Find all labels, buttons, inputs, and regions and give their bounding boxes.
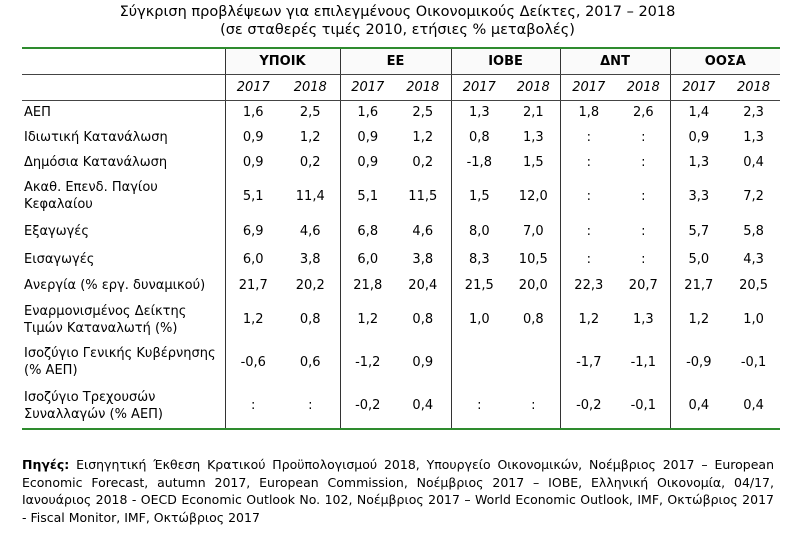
table-cell: 0,8 (412, 312, 434, 327)
title-line-2: (σε σταθερές τιμές 2010, ετήσιες % μεταβολές) (220, 22, 575, 38)
table-cell: 1,4 (670, 100, 727, 125)
table-cell: 11,5 (408, 188, 438, 204)
table-cell: -1,2 (340, 341, 395, 383)
table-cell: : (560, 175, 617, 217)
table-cell: 1,8 (560, 100, 617, 125)
table-cell: -0,6 (225, 341, 281, 383)
table-cell: 7,0 (522, 223, 544, 239)
table-row (22, 175, 780, 217)
table-cell: -1,7 (560, 341, 617, 383)
table-cell: 1,3 (670, 150, 727, 175)
table-cell: 6,8 (340, 217, 395, 245)
table-cell: -1,1 (630, 354, 656, 370)
table-row (22, 341, 780, 383)
table-body (22, 100, 780, 429)
table-cell: 1,0 (743, 312, 764, 327)
table-cell: -1,8 (451, 150, 507, 175)
table-cell: 0,9 (225, 150, 281, 175)
row-label: ΑΕΠ (24, 105, 51, 121)
table-cell: 1,2 (340, 298, 395, 341)
table-cell (507, 341, 560, 383)
table-cell: -0,2 (340, 383, 395, 429)
table-cell: 20,4 (408, 278, 438, 293)
header-corner (22, 48, 225, 74)
row-label: Ιδιωτική Κατανάλωση (24, 130, 168, 145)
row-label: Ισοζύγιο Τρεχουσών Συναλλαγών (% ΑΕΠ) (24, 389, 164, 422)
table-cell: 1,2 (412, 130, 434, 145)
row-label: Δημόσια Κατανάλωση (24, 155, 168, 170)
sources-text: Εισηγητική Έκθεση Κρατικού Προϋπολογισμού 2018, Υπουργείο Οικονομικών, Νοέμβριος 2017 – European Economic Forecast, autumn 2017, European Commission, Νοέμβριος 2017 – ΙΟΒΕ, Ελληνική Οικονομία, 04/17, Ιανουάριος 2018 - OECD Economic Outlook No. 102, Νοέμβριος 2017 – World Economic Outlook, IMF, Οκτώβριος 2017 - Fiscal Monitor, IMF, Οκτώβριος 2017 (22, 457, 774, 525)
group-header: ΥΠΟΙΚ (225, 48, 340, 74)
table-cell: 0,9 (340, 150, 395, 175)
year-header-row (22, 74, 780, 100)
row-label: Εισαγωγές (24, 251, 95, 267)
table-cell: 0,9 (412, 354, 434, 370)
year-header: 2018 (617, 74, 670, 100)
table-cell: : (641, 251, 646, 267)
table-row (22, 383, 780, 429)
table-cell: 5,7 (670, 217, 727, 245)
table-cell: 8,0 (451, 217, 507, 245)
table-cell: 20,5 (739, 278, 769, 293)
year-header: 2017 (340, 74, 395, 100)
table-cell: 5,0 (670, 245, 727, 273)
table-cell: 20,2 (295, 278, 325, 293)
year-header: 2018 (281, 74, 340, 100)
table-row (22, 273, 780, 298)
title-line-1: Σύγκριση προβλέψεων για επιλεγμένους Οικονομικούς Δείκτες, 2017 – 2018 (119, 4, 676, 20)
row-label: Εξαγωγές (24, 223, 89, 239)
group-header-row (22, 48, 780, 74)
group-header: ΙΟΒΕ (451, 48, 560, 74)
table-cell: 5,1 (340, 175, 395, 217)
table-cell: 3,8 (412, 251, 434, 267)
table-cell: 8,3 (451, 245, 507, 273)
table-cell: : (225, 383, 281, 429)
table-cell: : (451, 383, 507, 429)
group-header: ΟΟΣΑ (670, 48, 780, 74)
table-cell: 0,4 (412, 398, 434, 413)
year-header: 2017 (451, 74, 507, 100)
table-cell: -0,1 (740, 354, 767, 370)
table-title (0, 0, 795, 39)
table-cell: 0,8 (299, 312, 321, 327)
table-cell: 1,2 (560, 298, 617, 341)
year-header: 2018 (507, 74, 560, 100)
table-cell: 2,5 (299, 105, 321, 121)
table-cell: 1,0 (451, 298, 507, 341)
table-cell: 4,6 (299, 223, 321, 239)
table-cell: 1,2 (299, 130, 321, 145)
table-cell: 0,9 (225, 125, 281, 150)
table-cell: 1,3 (743, 130, 764, 145)
table-row (22, 150, 780, 175)
table-cell: 2,3 (743, 105, 764, 121)
sources-note (22, 456, 774, 526)
row-label: Ισοζύγιο Γενικής Κυβέρνησης (% ΑΕΠ) (24, 346, 216, 378)
table-cell: 1,2 (670, 298, 727, 341)
table-cell: 0,8 (522, 312, 544, 327)
sources-label: Πηγές: (22, 457, 70, 472)
table-cell: 6,9 (225, 217, 281, 245)
year-corner (22, 74, 225, 100)
table-cell: 0,4 (670, 383, 727, 429)
table-cell (451, 341, 507, 383)
table-cell: 0,4 (743, 155, 764, 170)
table-cell: 1,3 (451, 100, 507, 125)
table-cell: : (308, 398, 313, 413)
year-header: 2017 (560, 74, 617, 100)
table-cell: 6,0 (225, 245, 281, 273)
table-row (22, 217, 780, 245)
table-cell: 21,8 (340, 273, 395, 298)
table-cell: 0,4 (743, 398, 764, 413)
table-cell: : (531, 398, 536, 413)
year-header: 2017 (670, 74, 727, 100)
row-label: Ακαθ. Επενδ. Παγίου Κεφαλαίου (24, 180, 158, 212)
table-cell: 0,2 (299, 155, 321, 170)
table-row (22, 298, 780, 341)
year-header: 2018 (395, 74, 451, 100)
table-cell: 2,1 (522, 105, 544, 121)
table-cell: 4,6 (412, 223, 434, 239)
table-cell: 1,2 (225, 298, 281, 341)
table-cell: 1,5 (451, 175, 507, 217)
table-cell: 2,5 (412, 105, 434, 121)
table-cell: 1,3 (632, 312, 654, 327)
table-cell: 0,9 (670, 125, 727, 150)
group-header: ΕΕ (340, 48, 451, 74)
table-cell: 12,0 (518, 188, 548, 204)
table-row (22, 245, 780, 273)
table-row (22, 100, 780, 125)
table-cell: : (641, 155, 646, 170)
table-cell: 21,5 (451, 273, 507, 298)
table-cell: 20,0 (518, 278, 548, 293)
table-cell: 10,5 (518, 251, 548, 267)
indicators-table (22, 47, 780, 430)
table-cell: 5,8 (743, 223, 764, 239)
table-cell: 1,3 (522, 130, 544, 145)
table-cell: : (560, 150, 617, 175)
table-cell: 0,9 (340, 125, 395, 150)
table-cell: : (641, 188, 646, 204)
table-cell: 7,2 (743, 188, 764, 204)
row-label: Ανεργία (% εργ. δυναμικού) (24, 278, 206, 293)
group-header: ΔΝΤ (560, 48, 670, 74)
table-cell: : (641, 130, 646, 145)
table-cell: 1,6 (340, 100, 395, 125)
table-cell: 21,7 (225, 273, 281, 298)
table-cell: 5,1 (225, 175, 281, 217)
year-header: 2018 (727, 74, 780, 100)
table-cell: 4,3 (743, 251, 764, 267)
table-cell: : (560, 217, 617, 245)
table-cell: 2,6 (632, 105, 654, 121)
table-cell: 3,3 (670, 175, 727, 217)
table-cell: 0,2 (412, 155, 434, 170)
table-cell: : (560, 125, 617, 150)
table-row (22, 125, 780, 150)
table-cell: 1,6 (225, 100, 281, 125)
table-cell: : (560, 245, 617, 273)
table-cell: -0,9 (670, 341, 727, 383)
table-cell: 11,4 (295, 188, 325, 204)
table-cell: 1,5 (522, 155, 544, 170)
table-cell: 21,7 (670, 273, 727, 298)
table-cell: 22,3 (560, 273, 617, 298)
table-cell: -0,1 (630, 398, 656, 413)
table-cell: 0,6 (299, 354, 321, 370)
table-cell: : (641, 223, 646, 239)
row-label: Εναρμονισμένος Δείκτης Τιμών Καταναλωτή (%) (24, 303, 187, 336)
table-cell: 20,7 (628, 278, 658, 293)
table-cell: 0,8 (451, 125, 507, 150)
table-cell: 3,8 (299, 251, 321, 267)
table-cell: 6,0 (340, 245, 395, 273)
year-header: 2017 (225, 74, 281, 100)
table-cell: -0,2 (560, 383, 617, 429)
